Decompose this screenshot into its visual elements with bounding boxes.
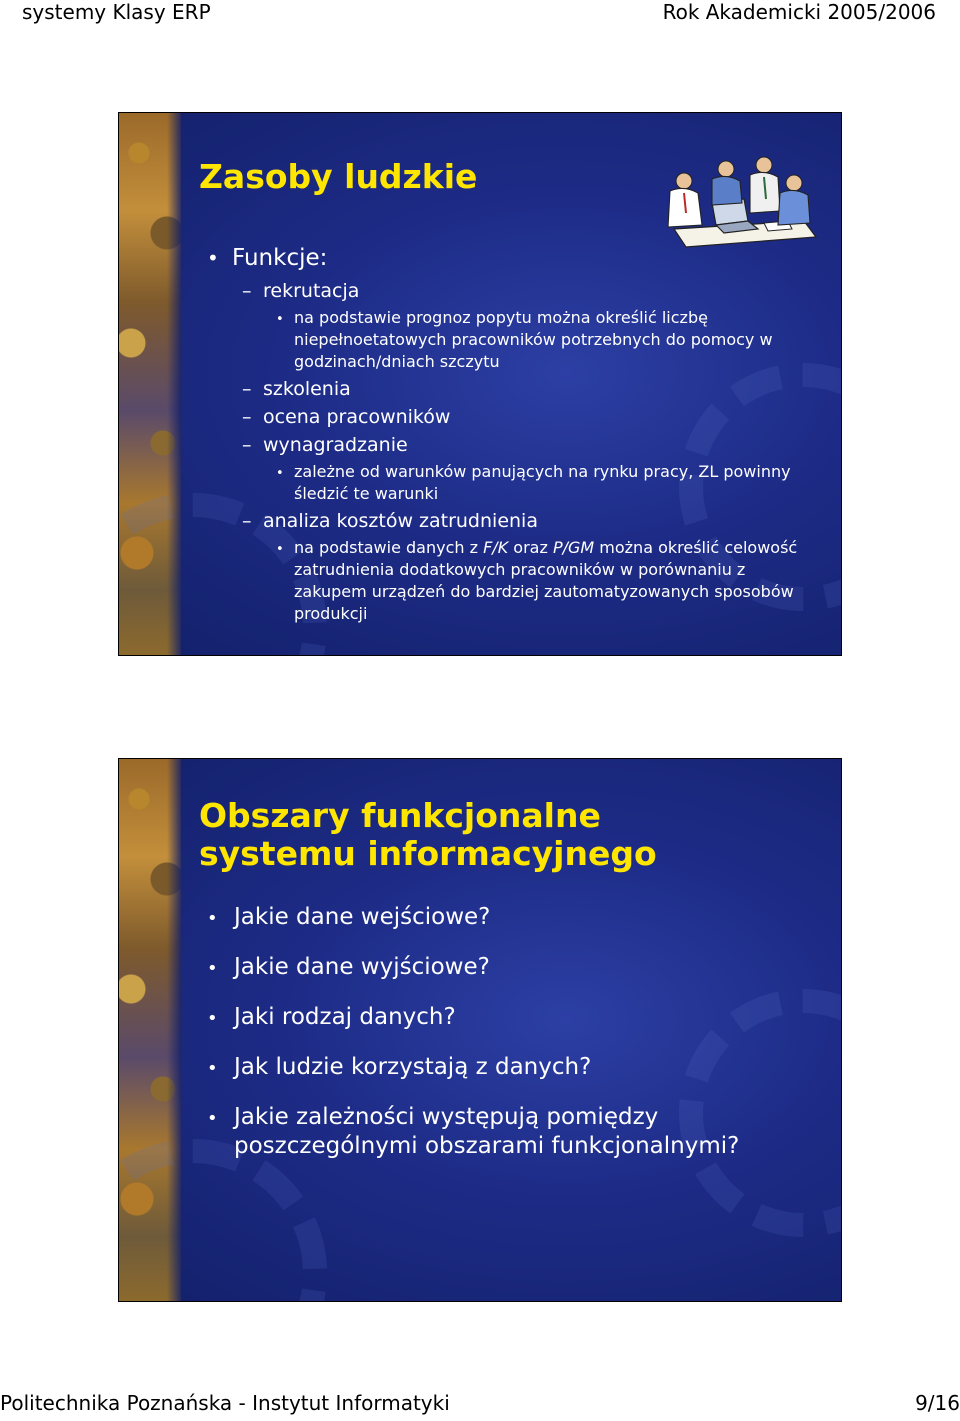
abbr-fk: F/K	[483, 538, 509, 557]
text-segment: można określić celowość zatrudnienia dodatkowych pracowników w porównaniu z zakupem urządzeń do bardziej zautomatyzowanych sposobów produkcji	[294, 538, 798, 623]
bullet-text: rekrutacja	[263, 280, 360, 302]
dash-icon: –	[242, 434, 252, 456]
bullet-dot-icon: •	[207, 1058, 218, 1079]
bullet-dot-icon: •	[276, 466, 284, 481]
bullet-text: Jakie dane wejściowe?	[234, 904, 491, 930]
team-illustration	[654, 151, 824, 253]
slide-content	[207, 243, 807, 629]
dash-icon: –	[242, 378, 252, 400]
bullet-dot-icon: •	[207, 908, 218, 929]
list-item	[276, 307, 807, 373]
bullet-text: Jakie zależności występują pomiędzy poszczególnymi obszarami funkcjonalnymi?	[234, 1104, 740, 1159]
slide-title	[199, 797, 657, 873]
bullet-text: Funkcje:	[232, 245, 328, 271]
slide-human-resources	[118, 112, 842, 656]
list-item	[207, 1053, 767, 1083]
dash-icon: –	[242, 406, 252, 428]
bullet-text: Jaki rodzaj danych?	[234, 1004, 456, 1030]
bullet-dot-icon: •	[207, 1008, 218, 1029]
bullet-dot-icon: •	[276, 312, 284, 327]
dash-icon: –	[242, 280, 252, 302]
list-item	[276, 461, 807, 505]
list-item	[207, 903, 767, 933]
page-number: 9/16	[915, 1391, 960, 1415]
abbr-pgm: P/GM	[552, 538, 595, 557]
text-segment: na podstawie danych z	[294, 538, 484, 557]
bullet-dot-icon: •	[207, 246, 219, 270]
slide-content	[207, 903, 767, 1181]
bullet-text	[294, 537, 807, 625]
bullet-text: analiza kosztów zatrudnienia	[263, 510, 538, 532]
list-item	[242, 279, 807, 303]
list-item	[242, 433, 807, 457]
list-item	[207, 1003, 767, 1033]
footer-institution: Politechnika Poznańska - Instytut Informatyki	[0, 1391, 450, 1415]
list-item	[242, 509, 807, 533]
bullet-text: na podstawie prognoz popytu można określić liczbę niepełnoetatowych pracowników potrzebnych do pomocy w godzinach/dniach szczytu	[294, 308, 773, 371]
page-header	[0, 0, 960, 30]
list-item	[242, 377, 807, 401]
header-course-name: systemy Klasy ERP	[22, 0, 211, 24]
title-line: Obszary funkcjonalne	[199, 796, 601, 835]
dash-icon: –	[242, 510, 252, 532]
bullet-text: szkolenia	[263, 378, 351, 400]
text-segment: oraz	[508, 538, 553, 557]
bullet-text: wynagradzanie	[263, 434, 408, 456]
slide-title: Zasoby ludzkie	[199, 157, 478, 196]
bullet-dot-icon: •	[207, 1108, 218, 1129]
bullet-text: zależne od warunków panujących na rynku pracy, ZL powinny śledzić te warunki	[294, 462, 791, 503]
slide-functional-areas	[118, 758, 842, 1302]
list-item	[207, 243, 807, 273]
bullet-dot-icon: •	[276, 542, 284, 557]
bullet-text: Jak ludzie korzystają z danych?	[234, 1054, 592, 1080]
bullet-dot-icon: •	[207, 958, 218, 979]
title-line: systemu informacyjnego	[199, 834, 657, 873]
bullet-text: ocena pracowników	[263, 406, 451, 428]
header-academic-year: Rok Akademicki 2005/2006	[662, 0, 936, 24]
bullet-text: Jakie dane wyjściowe?	[234, 954, 490, 980]
list-item	[276, 537, 807, 625]
list-item	[242, 405, 807, 429]
list-item	[207, 1103, 767, 1161]
list-item	[207, 953, 767, 983]
